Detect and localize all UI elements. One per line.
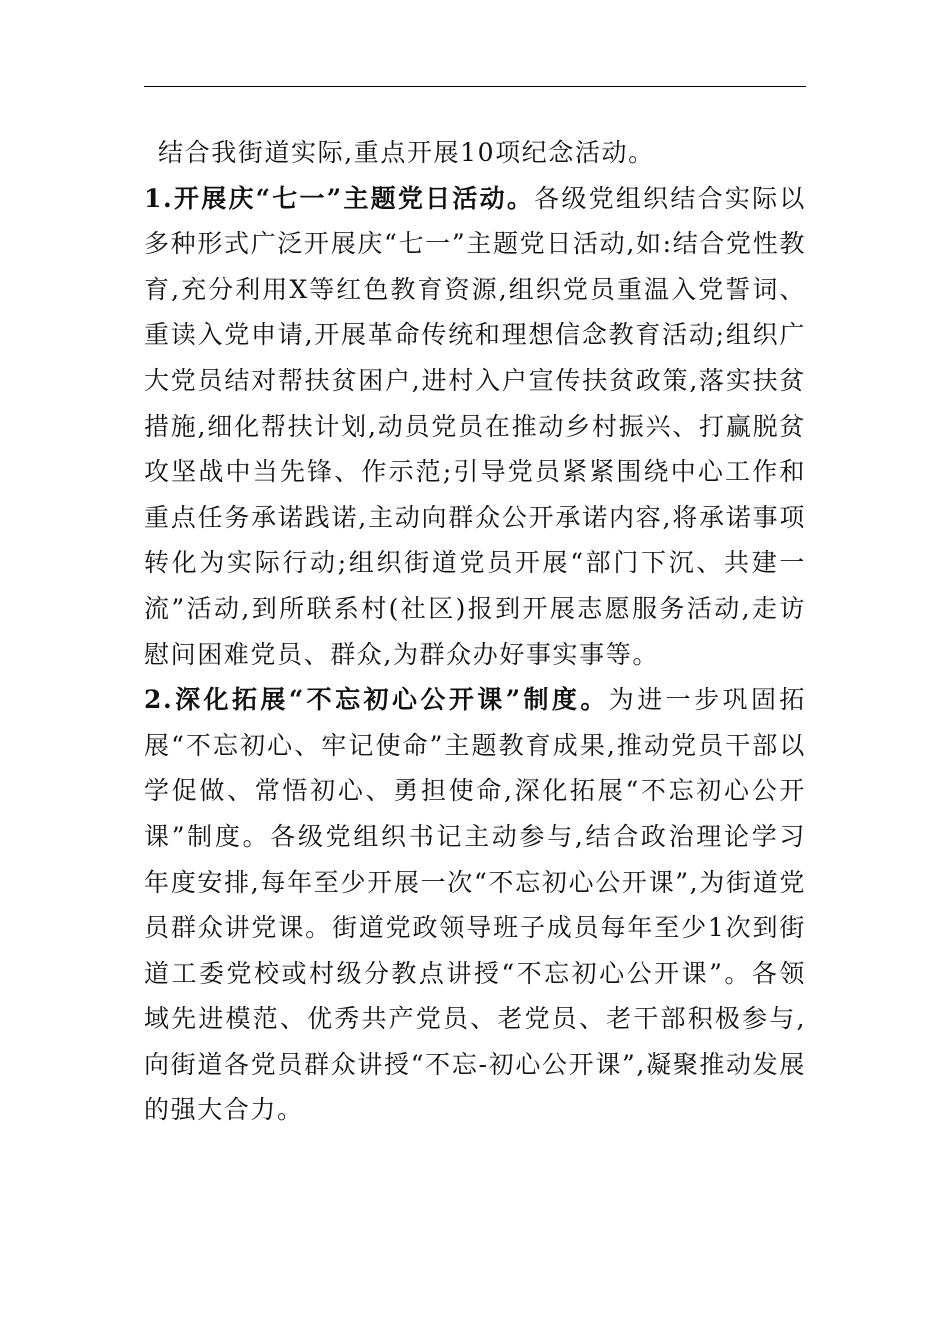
section-2-paragraph	[144, 677, 806, 1133]
section-2-heading: 2.深化拓展“不忘初心公开课”制度。	[144, 685, 609, 715]
section-1-text: 各级党组织结合实际以多种形式广泛开展庆“七一”主题党日活动,如:结合党性教育,充分利用X等红色教育资源,组织党员重温入党誓词、重读入党申请,开展革命传统和理想信念教育活动;组织广大党员结对帮扶贫困户,进村入户宣传扶贫政策,落实扶贫措施,细化帮扶计划,动员党员在推动乡村振兴、打赢脱贫攻坚战中当先锋、作示范;引导党员紧紧围绕中心工作和重点任务承诺践诺,主动向群众公开承诺内容,将承诺事项转化为实际行动;组织街道党员开展“部门下沉、共建一流”活动,到所联系村(社区)报到开展志愿服务活动,走访慰问困难党员、群众,为群众办好事实事等。	[144, 183, 806, 669]
section-2-text: 为进一步巩固拓展“不忘初心、牢记使命”主题教育成果,推动党员干部以学促做、常悟初心、勇担使命,深化拓展“不忘初心公开课”制度。各级党组织书记主动参与,结合政治理论学习年度安排,每年至少开展一次“不忘初心公开课”,为街道党员群众讲党课。街道党政领导班子成员每年至少1次到街道工委党校或村级分教点讲授“不忘初心公开课”。各领域先进模范、优秀共产党员、老党员、老干部积极参与,向街道各党员群众讲授“不忘-初心公开课”,凝聚推动发展的强大合力。	[144, 685, 806, 1125]
intro-paragraph: 结合我街道实际,重点开展10项纪念活动。	[158, 138, 655, 167]
document-body	[144, 130, 806, 1133]
header-rule	[144, 86, 806, 87]
section-1-heading: 1.开展庆“七一”主题党日活动。	[144, 183, 535, 213]
section-1-paragraph	[144, 176, 806, 678]
